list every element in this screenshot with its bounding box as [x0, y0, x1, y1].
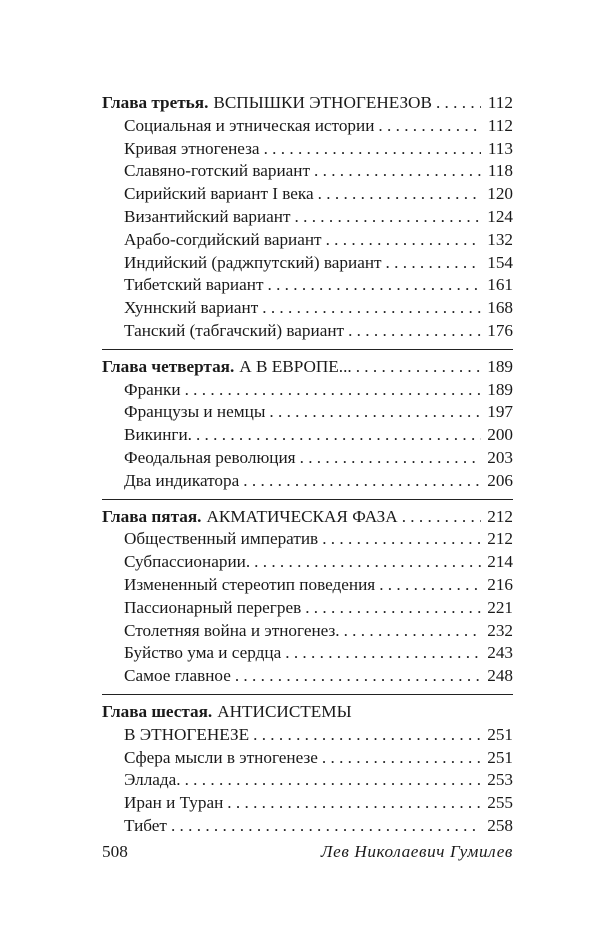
toc-entry [102, 183, 513, 206]
page-number: 508 [102, 842, 128, 861]
dot-leader [322, 747, 481, 770]
chapter-section [102, 92, 513, 343]
running-author: Лев Николаевич Гумилев [320, 842, 513, 861]
toc-entry-label: Сирийский вариант I века [124, 184, 314, 204]
dot-leader [378, 115, 481, 138]
page-number: 251 [487, 724, 513, 744]
toc-entry [102, 642, 513, 665]
toc-entry [102, 274, 513, 297]
toc-entry [102, 551, 513, 574]
toc-entry-label: Византийский вариант [124, 206, 291, 226]
toc-entry-label: Столетняя война и этногенез. [124, 620, 340, 640]
chapter-heading [102, 701, 513, 724]
chapter-number: Глава пятая. [102, 506, 202, 526]
page-number: 112 [487, 115, 513, 135]
chapter-title: АКМАТИЧЕСКАЯ ФАЗА [206, 506, 398, 526]
toc-entry [102, 447, 513, 470]
chapter-section [102, 694, 513, 838]
page-number: 197 [487, 402, 513, 422]
page-number: 189 [487, 356, 513, 376]
chapter-number: Глава третья. [102, 93, 209, 112]
page-number: 154 [487, 252, 513, 272]
chapter-heading [102, 356, 513, 379]
chapter-heading [102, 92, 513, 115]
toc-entry-label: Викинги. [124, 425, 192, 445]
toc-entry [102, 792, 513, 815]
toc-entry [102, 665, 513, 688]
toc-entry-label: Феодальная революция [124, 447, 296, 467]
page-number: 253 [487, 770, 513, 790]
dot-leader [295, 206, 481, 229]
toc-entry-label: Славяно-готский вариант [124, 161, 311, 181]
toc-entry [102, 252, 513, 275]
page-number: 203 [487, 447, 513, 467]
page-number: 132 [487, 229, 513, 249]
dot-leader [235, 665, 481, 688]
dot-leader [305, 597, 481, 620]
chapter-number: Глава шестая. [102, 701, 213, 721]
toc-entry [102, 115, 513, 138]
dot-leader [185, 379, 481, 402]
toc-entry [102, 597, 513, 620]
chapter-section [102, 499, 513, 688]
dot-leader [196, 424, 481, 447]
toc-entry [102, 470, 513, 493]
toc-entry [102, 815, 513, 838]
dot-leader [267, 274, 481, 297]
toc-entry-label: Хуннский вариант [124, 298, 259, 318]
page-number: 248 [487, 666, 513, 686]
toc-entry-label: Буйство ума и сердца [124, 643, 282, 663]
page-number: 118 [487, 161, 513, 181]
dot-leader [262, 297, 481, 320]
page-number: 113 [487, 138, 513, 158]
dot-leader [379, 574, 481, 597]
toc-entry-label: Французы и немцы [124, 402, 266, 422]
toc-entry [102, 297, 513, 320]
page-number: 112 [487, 93, 513, 112]
dot-leader [269, 401, 481, 424]
chapter-heading-cont [102, 724, 513, 747]
dot-leader [348, 320, 481, 343]
toc-entry-label: Пассионарный перегрев [124, 597, 302, 617]
toc-entry [102, 769, 513, 792]
toc-entry-label: Тибетский вариант [124, 275, 264, 295]
dot-leader [264, 138, 481, 161]
chapter-title: АНТИСИСТЕМЫ [217, 701, 352, 721]
toc-entry-label: Кривая этногенеза [124, 138, 260, 158]
toc-entry-label: Сфера мысли в этногенезе [124, 747, 318, 767]
dot-leader [344, 620, 481, 643]
dot-leader [322, 528, 481, 551]
page-number: 255 [487, 793, 513, 813]
toc-entry-label: Самое главное [124, 666, 231, 686]
toc-entry-label: Тибет [124, 815, 167, 835]
page-number: 120 [487, 184, 513, 204]
dot-leader [386, 252, 481, 275]
toc-entry-label: Танский (табгачский) вариант [124, 320, 345, 340]
dot-leader [254, 551, 481, 574]
dot-leader [436, 92, 481, 115]
toc-entry-label: Индийский (раджпутский) вариант [124, 252, 382, 272]
toc-entry-label: Измененный стереотип поведения [124, 574, 376, 594]
page-number: 189 [487, 379, 513, 399]
dot-leader [171, 815, 481, 838]
page-number: 258 [487, 815, 513, 835]
toc-entry-label: Социальная и этническая истории [124, 115, 375, 135]
page-number: 212 [487, 529, 513, 549]
dot-leader [227, 792, 481, 815]
dot-leader [314, 160, 481, 183]
toc-entry [102, 747, 513, 770]
page-number: 212 [487, 506, 513, 526]
page-number: 243 [487, 643, 513, 663]
dot-leader [356, 356, 481, 379]
toc-entry [102, 138, 513, 161]
page-number: 206 [487, 470, 513, 490]
chapter-heading [102, 506, 513, 529]
toc-entry [102, 620, 513, 643]
page-number: 232 [487, 620, 513, 640]
chapter-title: А В ЕВРОПЕ... [239, 356, 352, 376]
toc-entry-label: Общественный императив [124, 529, 319, 549]
page-number: 168 [487, 298, 513, 318]
toc-entry-label: Два индикатора [124, 470, 240, 490]
toc-entry [102, 229, 513, 252]
toc-entry [102, 379, 513, 402]
page-number: 221 [487, 597, 513, 617]
chapter-title: ВСПЫШКИ ЭТНОГЕНЕЗОВ [213, 93, 432, 112]
toc-entry [102, 424, 513, 447]
dot-leader [285, 642, 481, 665]
toc-entry [102, 401, 513, 424]
toc-entry-label: Франки [124, 379, 181, 399]
page-number: 200 [487, 425, 513, 445]
toc-entry [102, 320, 513, 343]
dot-leader [402, 506, 481, 529]
toc-entry [102, 160, 513, 183]
page-number: 176 [487, 320, 513, 340]
toc-entry [102, 206, 513, 229]
toc-entry-label: Субпассионарии. [124, 552, 251, 572]
page-number: 161 [487, 275, 513, 295]
page-number: 251 [487, 747, 513, 767]
dot-leader [300, 447, 481, 470]
table-of-contents [102, 92, 513, 838]
dot-leader [326, 229, 481, 252]
chapter-section [102, 349, 513, 493]
toc-entry-label: Иран и Туран [124, 793, 224, 813]
toc-entry-label: Эллада. [124, 770, 181, 790]
dot-leader [318, 183, 481, 206]
dot-leader [253, 724, 481, 747]
page-number: 216 [487, 574, 513, 594]
toc-entry [102, 574, 513, 597]
toc-entry [102, 528, 513, 551]
dot-leader [243, 470, 481, 493]
dot-leader [185, 769, 481, 792]
toc-entry-label: Арабо-согдийский вариант [124, 229, 322, 249]
chapter-number: Глава четвертая. [102, 356, 235, 376]
chapter-title: В ЭТНОГЕНЕЗЕ [124, 724, 250, 744]
page-number: 214 [487, 552, 513, 572]
page-number: 124 [487, 206, 513, 226]
page-footer [102, 842, 513, 862]
